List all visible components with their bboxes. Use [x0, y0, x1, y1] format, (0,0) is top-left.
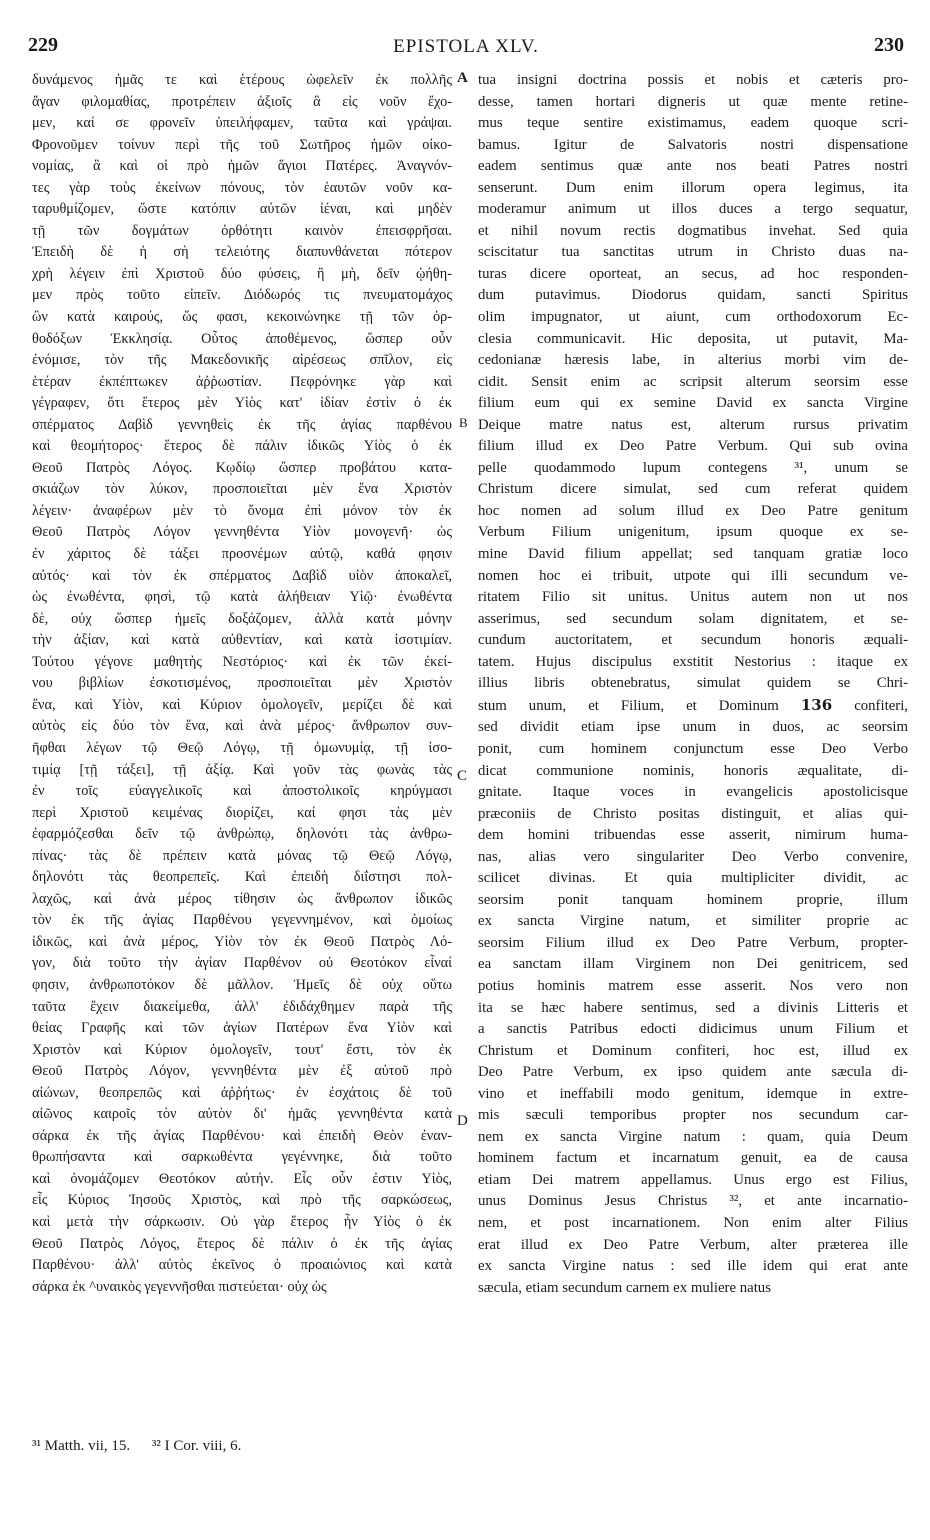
- footnotes: [32, 1438, 632, 1455]
- greek-line: τὸν ἐκ τῆς ἁγίας Παρθένου γεγεννημένον, καὶ ὁμοίως: [32, 912, 452, 929]
- latin-line: Deo Patre Verbum, ex ipso quidem ante sæcula di-: [478, 1064, 908, 1081]
- latin-line: cidit. Sensit enim ac scripsit alterum seorsim esse: [478, 373, 908, 390]
- latin-line: et nihil novum rectis dogmatibus invehat. Sed quia: [478, 222, 908, 239]
- greek-line: δυνάμενος ἡμᾶς τε καὶ ἑτέρους ὠφελεῖν ἐκ πολλῆς: [32, 72, 452, 88]
- greek-line: Θεοῦ Πατρὸς Λόγον, γεννηθέντα μὲν ἐξ αὐτοῦ πρὸ: [32, 1063, 452, 1080]
- greek-line: ῆφθαι λέγων τῷ Θεῷ Λόγῳ, τῇ ὁμωνυμίᾳ, τῇ ἰσο-: [32, 739, 452, 756]
- running-title: EPISTOLA XLV.: [393, 36, 539, 57]
- latin-line: sæcula, etiam secundum carnem ex muliere natus: [478, 1279, 771, 1296]
- latin-line: seorsim Filium illud ex Deo Patre Verbum, propter-: [478, 934, 908, 951]
- greek-line: περὶ Χριστοῦ κειμένας διορίζει, καί φησι τὰς μὲν: [32, 804, 452, 821]
- greek-line: εἷς Κύριος Ἰησοῦς Χριστὸς, καὶ πρὸ τῆς σαρκώσεως,: [32, 1192, 452, 1209]
- greek-line: θρωπήσαντα καὶ σαρκωθέντα γεγέννηκε, διὰ τοῦτο: [32, 1149, 452, 1166]
- latin-line: Christum et Dominum confiteri, hoc est, illud ex: [478, 1042, 908, 1059]
- latin-line: ea sanctam illam Virginem non Dei genitricem, sed: [478, 956, 908, 973]
- latin-line-text: confiteri,: [854, 697, 908, 714]
- latin-line: hoc nomen ad solum illud ex Deo Patre genitum: [478, 502, 908, 519]
- latin-line: sed dividit etiam ipse unum in duos, ac seorsim: [478, 719, 908, 736]
- greek-line: γον, διὰ τοῦτο τὴν ἁγίαν Παρθένον οὐ Θεοτόκον εἶναί: [32, 955, 452, 972]
- latin-line: sciscitatur tua sanctitas utrum in Christo duas na-: [478, 244, 908, 261]
- greek-line: αἰῶνος καιροῖς τὸν αὐτὸν δι' ἡμᾶς γεννηθέντα κατὰ: [32, 1106, 452, 1123]
- greek-line: τιμίᾳ [τῇ τάξει], τῇ ἀξίᾳ. Καὶ γοῦν τὰς φωνὰς τὰς: [32, 761, 452, 778]
- greek-line: ἑτέραν ἐκπέπτωκεν ἀῤῥωστίαν. Πεφρόνηκε γὰρ καὶ: [32, 373, 452, 390]
- section-marker-b: B: [459, 415, 468, 430]
- greek-line: ὢν κατὰ καιρούς, ὥς φασι, κεκοινώνηκε τῇ τῶν ὀρ-: [32, 309, 452, 326]
- latin-line: nem, et post incarnationem. Non enim alter Filius: [478, 1214, 908, 1231]
- latin-line: gnitate. Itaque voces in evangelicis apostolicisque: [478, 784, 908, 801]
- greek-line: σάρκα ἐκ τῆς ἁγίας Παρθένου· καὶ ἐπειδὴ Θεὸν ἐναν-: [32, 1127, 452, 1144]
- latin-line: Deique matre natus est, alterum rursus privatim: [478, 416, 908, 433]
- latin-line: filium eum qui ex semine David ex sancta Virgine: [478, 395, 908, 412]
- latin-line: hominem factum et incarnatum genuit, ea de causa: [478, 1150, 908, 1167]
- latin-line: dicat communione nominis, honoris æqualitate, di-: [478, 762, 908, 779]
- greek-line: τὴν ἀξίαν, καὶ κατὰ αὐθεντίαν, καὶ κατὰ ἰσοτιμίαν.: [32, 632, 452, 649]
- greek-line: τες γὰρ τοὺς ἐκείνων πόνους, τὸν ἑαυτῶν νοῦν κα-: [32, 179, 452, 196]
- greek-line: μεν, καί σε φρονεῖν ὑπειλήφαμεν, ταῦτα καὶ γράψαι.: [32, 115, 452, 132]
- latin-line: bamus. Igitur de Salvatoris nostri dispensatione: [478, 136, 908, 153]
- greek-line: Φρονοῦμεν τοίνυν περὶ τῆς τοῦ Σωτῆρος ἡμῶν οἰκο-: [32, 136, 452, 153]
- latin-line: eadem sentimus quæ ante nos beati Patres nostri: [478, 158, 908, 175]
- latin-line: etiam Dei matrem appellamus. Unus ergo est Filius,: [478, 1171, 908, 1188]
- latin-line: ex sancta Virgine natus : sed ille idem qui erat ante: [478, 1258, 908, 1275]
- latin-line: ex sancta Virgine natum, et similiter proprie ac: [478, 913, 908, 930]
- page-header: [28, 34, 904, 64]
- greek-line: πίνας· τὰς δὲ πρέπειν κατὰ μόνας τῷ Θεῷ Λόγῳ,: [32, 847, 452, 864]
- latin-line: senserunt. Dum enim illorum opera legimus, ita: [478, 179, 908, 196]
- greek-line: χρὴ λέγειν ἐπὶ Χριστοῦ δύο φύσεις, ἢ μὴ, δεῖν ᾠήθη-: [32, 265, 452, 282]
- latin-line: desse, tamen hortari digneris ut quæ mente retine-: [478, 93, 908, 110]
- latin-line: nem ex sancta Virgine natum : quam, quia Deum: [478, 1128, 908, 1145]
- latin-line: Christum dicere simulat, sed cum referat quidem: [478, 481, 908, 498]
- greek-line: μεν πρὸς τοῦτο εἰπεῖν. Διόδωρός τις πνευματομάχος: [32, 287, 452, 304]
- footnote-32: ³² I Cor. viii, 6.: [151, 1438, 242, 1454]
- greek-line: ἐν χάριτος δὲ τάξει προσνέμων αὐτῷ, καθά φησιν: [32, 546, 452, 563]
- latin-line: scilicet divinas. Et quia multipliciter dividit, ac: [478, 870, 908, 887]
- greek-line: σάρκα ἐκ ^υναικὸς γεγεννῆσθαι πιστεύεται· οὐχ ὡς: [32, 1278, 327, 1295]
- latin-line: mis sæculi temporibus propter nos secundum car-: [478, 1107, 908, 1124]
- latin-line: pelle quodammodo lupum contegens ³¹, unum se: [478, 459, 908, 476]
- latin-line: turas dicere oporteat, an secus, ad hoc responden-: [478, 265, 908, 282]
- latin-line: ita se hæc habere sentimus, sed a divinis Litteris et: [478, 999, 908, 1016]
- greek-line: Χριστὸν καὶ Κύριον ὁμολογεῖν, τουτ' ἔστι, τὸν ἐκ: [32, 1041, 452, 1058]
- latin-line: ponit, cum hominem conjunctum esse Deo Verbo: [478, 740, 908, 757]
- greek-line: λαχῶς, καὶ ἀνὰ μέρος τίθησιν ὡς ἄνθρωπον ἰδικῶς: [32, 890, 452, 907]
- greek-line: Τούτου γέγονε μαθητὴς Νεστόριος· καὶ ἐκ τῶν ἐκεί-: [32, 653, 452, 670]
- latin-line: mine David filium appellat; sed tanquam gratiæ loco: [478, 546, 908, 563]
- greek-line: Παρθένου· ἀλλ' αὐτὸς ἐκεῖνος ὁ προαιώνιος καὶ κατὰ: [32, 1257, 452, 1274]
- greek-line: Ἐπειδὴ δὲ ἡ σὴ τελειότης διαπυνθάνεται πότερον: [32, 244, 452, 261]
- latin-line: clesia communicavit. Hic deposita, ut putavit, Ma-: [478, 330, 908, 347]
- greek-line: Θεοῦ Πατρὸς Λόγος. Κῳδίῳ ὥσπερ προβάτου κατα-: [32, 459, 452, 476]
- greek-line: λέγειν· ἀναφέρων μὲν τὸ ὄνομα ἐπὶ μόνον τὸν ἐκ: [32, 502, 452, 519]
- greek-line: αὐτός· καὶ τὸν ἐκ σπέρματος Δαβὶδ υἱὸν ἀποκαλεῖ,: [32, 567, 452, 584]
- latin-line: asserimus, sed secundum solam dignitatem, et se-: [478, 610, 908, 627]
- greek-line: σκιάζων τὸν λύκον, προσποιεῖται μὲν ἕνα Χριστὸν: [32, 481, 452, 498]
- latin-line: mus teque sentire existimamus, eadem quoque scri-: [478, 115, 908, 132]
- greek-line: γέγραφεν, ὅτι ἕτερος μὲν Υἱὸς κατ' ἰδίαν ἐστὶν ὁ ἐκ: [32, 395, 452, 412]
- greek-line: σπέρματος Δαβὶδ γεννηθεὶς ἐκ τῆς ἁγίας παρθένου: [32, 416, 452, 433]
- greek-line: ἰδικῶς, καὶ ἀνὰ μέρος, Υἱὸν τὸν ἐκ Θεοῦ Πατρὸς Λό-: [32, 933, 452, 950]
- latin-line: olim impugnator, ut aiunt, cum orthodoxorum Ec-: [478, 309, 908, 326]
- latin-line: filium illud ex Deo Patre Verbum. Qui sub ovina: [478, 438, 908, 455]
- greek-line: νου βιβλίων ἐσκοτισμένος, προσποιεῖται μὲν Χριστὸν: [32, 675, 452, 692]
- greek-line: ταῦτα ἔχειν διακείμεθα, ἀλλ' ἐδιδάχθημεν παρὰ τῆς: [32, 998, 452, 1015]
- greek-line: θείας Γραφῆς καὶ τῶν ἁγίων Πατέρων ἕνα Υἱὸν καὶ: [32, 1020, 452, 1037]
- latin-line: dem homini tribuendas esse asserit, nimirum huma-: [478, 827, 908, 844]
- greek-line: ἐφαρμόζεσθαι δεῖν τῷ ἀνθρώπῳ, δηλονότι τὰς ἀνθρω-: [32, 826, 452, 843]
- greek-line: Θεοῦ Πατρὸς Λόγος, ἕτερος δὲ πάλιν ὁ ἐκ τῆς ἁγίας: [32, 1235, 452, 1252]
- latin-line: ritatem Filio sit unitus. Unitus autem non ut nos: [478, 589, 908, 606]
- latin-line: tua insigni doctrina possis et nobis et cæteris pro-: [478, 72, 908, 88]
- greek-line: αἰώνων, θεοπρεπῶς καὶ ἀῤῥήτως· ἐν ἐσχάτοις δὲ τοῦ: [32, 1084, 452, 1101]
- latin-line: erat illud ex Deo Patre Verbum, alter præterea ille: [478, 1236, 908, 1253]
- latin-line: nas, alias vero singulariter Deo Verbo convenire,: [478, 848, 908, 865]
- page-number-right: 230: [874, 34, 904, 56]
- greek-line: ἐν τοῖς εὐαγγελικοῖς καὶ ἀποστολικοῖς κηρύγμασι: [32, 783, 452, 800]
- latin-line: cedonianæ hæresis labe, in alterius morbi vim de-: [478, 352, 908, 369]
- greek-line: ταρυθμίζομεν, ὥστε κατόπιν αὐτῶν ἰέναι, καὶ μηδὲν: [32, 201, 452, 218]
- latin-line: dum putavimus. Diodorus quidam, sancti Spiritus: [478, 287, 908, 304]
- greek-line: δὲ, οὐχ ὥσπερ ἡμεῖς δοξάζομεν, ἀλλὰ κατὰ μόνην: [32, 610, 452, 627]
- greek-line: τῇ τῶν δογμάτων ὀρθότητι καινὸν ἐπεισφρῆσαι.: [32, 222, 452, 239]
- latin-line: a sanctis Patribus edocti didicimus unum Filium et: [478, 1021, 908, 1038]
- latin-line: potius hominis matrem esse asserit. Nos vero non: [478, 977, 908, 994]
- greek-line: καὶ ὀνομάζομεν Θεοτόκον αὐτήν. Εἷς οὖν ἐστιν Υἱὸς,: [32, 1170, 452, 1187]
- latin-line: præconiis de Christo positas distinguit, et alias qui-: [478, 805, 908, 822]
- greek-line: θοδόξων Ἐκκλησίᾳ. Οὗτος ἀποθέμενος, ὥσπερ οὖν: [32, 330, 452, 347]
- footnote-31: ³¹ Matth. vii, 15.: [32, 1438, 131, 1454]
- latin-line: [478, 695, 908, 718]
- latin-line-text: stum unum, et Filium, et Dominum: [478, 697, 779, 714]
- greek-line: καὶ θεομήτορος· ἕτερος δὲ πάλιν ἰδικῶς Υἱὸς ὁ ἐκ: [32, 438, 452, 455]
- latin-text-column: [478, 70, 908, 1299]
- greek-line: ἄγαν φιλομαθίας, προτρέπειν ἀξιοῖς ἃ εἰς νοῦν ἔχο-: [32, 93, 452, 110]
- greek-line: φησιν, ἀνθρωποτόκον δὲ μᾶλλον. Ἡμεῖς δὲ οὐχ οὕτω: [32, 976, 452, 993]
- latin-line: tatem. Hujus discipulus exstitit Nestorius : itaque ex: [478, 653, 908, 670]
- latin-line: seorsim ponit tanquam hominem proprie, illum: [478, 891, 908, 908]
- greek-line: νομίας, ἃ καὶ οἱ πρὸ ἡμῶν ἅγιοι Πατέρες. Ἀναγνόν-: [32, 158, 452, 175]
- latin-line: vino et ineffabili modo genitum, idemque in extre-: [478, 1085, 908, 1102]
- greek-line: αὐτὸς εἰς δύο τὸν ἕνα, καὶ ἀνὰ μέρος· ἄνθρωπον συν-: [32, 718, 452, 735]
- greek-line: ἐνόμισε, τὸν τῆς Μακεδονικῆς αἱρέσεως σπῖλον, εἰς: [32, 352, 452, 369]
- greek-line: ἕνα, καὶ Υἱὸν, καὶ Κύριον ὁμολογεῖν, μερίζει δὲ καὶ: [32, 696, 452, 713]
- latin-line: nomen hoc ei tribuit, utpote qui illi secundum ve-: [478, 567, 908, 584]
- page-number-left: 229: [28, 34, 58, 56]
- latin-line: unus Dominus Jesus Christus ³², et ante incarnatio-: [478, 1193, 908, 1210]
- greek-line: δηλονότι τὰς θεοπρεπεῖς. Καὶ ἐπειδὴ διΐστησι πολ-: [32, 869, 452, 886]
- section-marker-c: C: [457, 768, 468, 784]
- greek-line: καὶ μετὰ τὴν σάρκωσιν. Οὐ γὰρ ἕτερος ἦν Υἱὸς ὁ ἐκ: [32, 1213, 452, 1230]
- latin-line: moderamur animum ut illos duces a tergo sequatur,: [478, 201, 908, 218]
- greek-text-column: [32, 70, 452, 1298]
- greek-line: Θεοῦ Πατρὸς Λόγον γεννηθέντα Υἱὸν μονογενῆ· ὡς: [32, 524, 452, 541]
- greek-line: ὡς ἐνωθέντα, φησὶ, τῷ κατὰ ἀλήθειαν Υἱῷ· ἐνωθέντα: [32, 589, 452, 606]
- latin-line: cundum auctoritatem, et secundum honoris æquali-: [478, 632, 908, 649]
- section-marker-d: D: [457, 1113, 468, 1129]
- section-marker-a: A: [457, 70, 468, 86]
- latin-line: Verbum Filium unigenitum, ipsum quoque ex se-: [478, 524, 908, 541]
- latin-line: illius libris obtenebratus, simulat quidem se Chri-: [478, 675, 908, 692]
- column-number: 136: [800, 695, 833, 714]
